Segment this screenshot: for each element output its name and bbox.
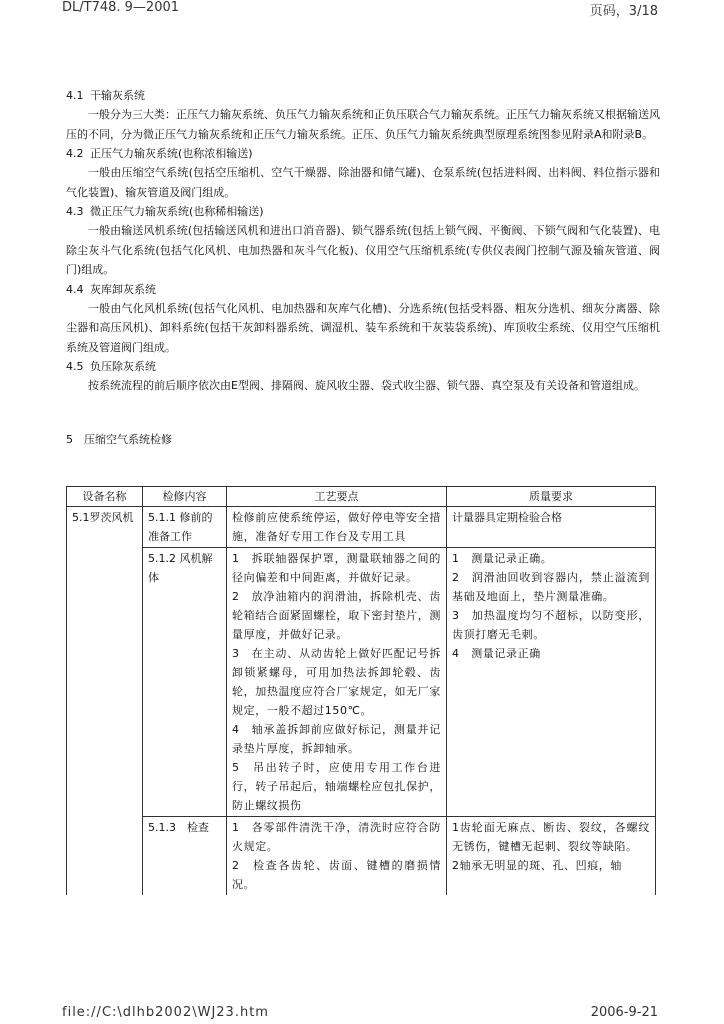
section-heading: 4.1 干输灰系统: [66, 89, 145, 102]
chapter-heading: 5 压缩空气系统检修: [66, 432, 172, 446]
section-heading: 4.3 微正压气力输灰系统(也称稀相输送): [66, 205, 264, 218]
section-heading: 4.2 正压气力输灰系统(也称浓相输送): [66, 147, 253, 160]
table-row: [67, 817, 656, 896]
item-cell: 5.1.1 修前的准备工作: [143, 507, 227, 548]
file-path: file://C:\dlhb2002\WJ23.htm: [62, 1005, 269, 1020]
item-cell: 5.1.2 风机解体: [143, 548, 227, 817]
item-cell: 5.1.3 检查: [143, 817, 227, 896]
table-row: [67, 507, 656, 548]
section-paragraph: 按系统流程的前后顺序依次由E型阀、排隔阀、旋风收尘器、袋式收尘器、锁气器、真空泵及有关设备和管道组成。: [88, 379, 645, 392]
page-header: [0, 0, 724, 20]
column-header: 设备名称: [67, 487, 143, 507]
section-paragraph: 一般分为三大类：正压气力输灰系统、负压气力输灰系统和正负压联合气力输灰系统。正压气力输灰系统又根据输送风压的不同，分为微正压气力输灰系统和正压气力输灰系统。正压、负压气力输灰系统典型原理系统图参见附录A和附录B。: [66, 108, 660, 141]
section-paragraph: 一般由输送风机系统(包括输送风机和进出口消音器)、锁气器系统(包括上锁气阀、平衡阀、下锁气阀和气化装置)、电除尘灰斗气化系统(包括气化风机、电加热器和灰斗气化板)、仪用空气压缩机系统(专供仪表阀门控制气源及输灰管道、阀门)组成。: [66, 224, 660, 276]
process-cell: 1 拆联轴器保护罩，测量联轴器之间的径向偏差和中间距离，并做好记录。 2 放净油箱内的润滑油，拆除机壳、齿轮箱结合面紧固螺栓，取下密封垫片，测量厚度，并做好记录。 3 在主动、从动齿轮上做好匹配记号拆卸锁紧螺母，可用加热法拆卸轮毂、齿轮，加热温度应符合厂家规定，如无厂家规定，一般不超过150℃。 4 轴承盖拆卸前应做好标记，测量并记录垫片厚度，拆卸轴承。 5 吊出转子时，应使用专用工作台进行，转子吊起后，轴端螺栓应包扎保护，防止螺纹损伤: [227, 548, 447, 817]
maintenance-table: [66, 486, 656, 895]
column-header: 检修内容: [143, 487, 227, 507]
section-paragraph: 一般由气化风机系统(包括气化风机、电加热器和灰库气化槽)、分选系统(包括受料器、粗灰分选机、细灰分离器、除尘器和高压风机)、卸料系统(包括干灰卸料器系统、调湿机、装车系统和干灰装袋系统)、库顶收尘系统、仪用空气压缩机系统及管道阀门组成。: [66, 301, 660, 354]
print-date: 2006-9-21: [590, 1005, 658, 1020]
column-header: 工艺要点: [227, 487, 447, 507]
table-row: [67, 548, 656, 817]
section-paragraph: 一般由压缩空气系统(包括空压缩机、空气干燥器、除油器和储气罐)、仓泵系统(包括进料阀、出料阀、料位指示器和气化装置)、输灰管道及阀门组成。: [66, 166, 660, 199]
document-body: [66, 86, 660, 449]
section-heading: 4.4 灰库卸灰系统: [66, 282, 156, 296]
equipment-cell: 5.1罗茨风机: [67, 507, 143, 896]
process-cell: 检修前应使系统停运，做好停电等安全措施，准备好专用工作台及专用工具: [227, 507, 447, 548]
quality-cell: 1 测量记录正确。 2 润滑油回收到容器内，禁止溢流到基础及地面上，垫片测量准确。 3 加热温度均匀不超标，以防变形，齿顶打磨无毛刺。 4 测量记录正确: [447, 548, 656, 817]
page-number: 页码，3/18: [589, 4, 658, 19]
doc-code: DL/T748. 9—2001: [62, 0, 180, 15]
section-heading: 4.5 负压除灰系统: [66, 360, 156, 373]
column-header: 质量要求: [447, 487, 656, 507]
quality-cell: 计量器具定期检验合格: [447, 507, 656, 548]
table-header-row: [67, 487, 656, 507]
process-cell: 1 各零部件清洗干净，清洗时应符合防火规定。 2 检查各齿轮、齿面、键槽的磨损情况。: [227, 817, 447, 896]
quality-cell: 1齿轮面无麻点、断齿、裂纹，各螺纹无锈伤，键槽无起刺、裂纹等缺陷。 2轴承无明显的斑、孔、凹痕，轴: [447, 817, 656, 896]
